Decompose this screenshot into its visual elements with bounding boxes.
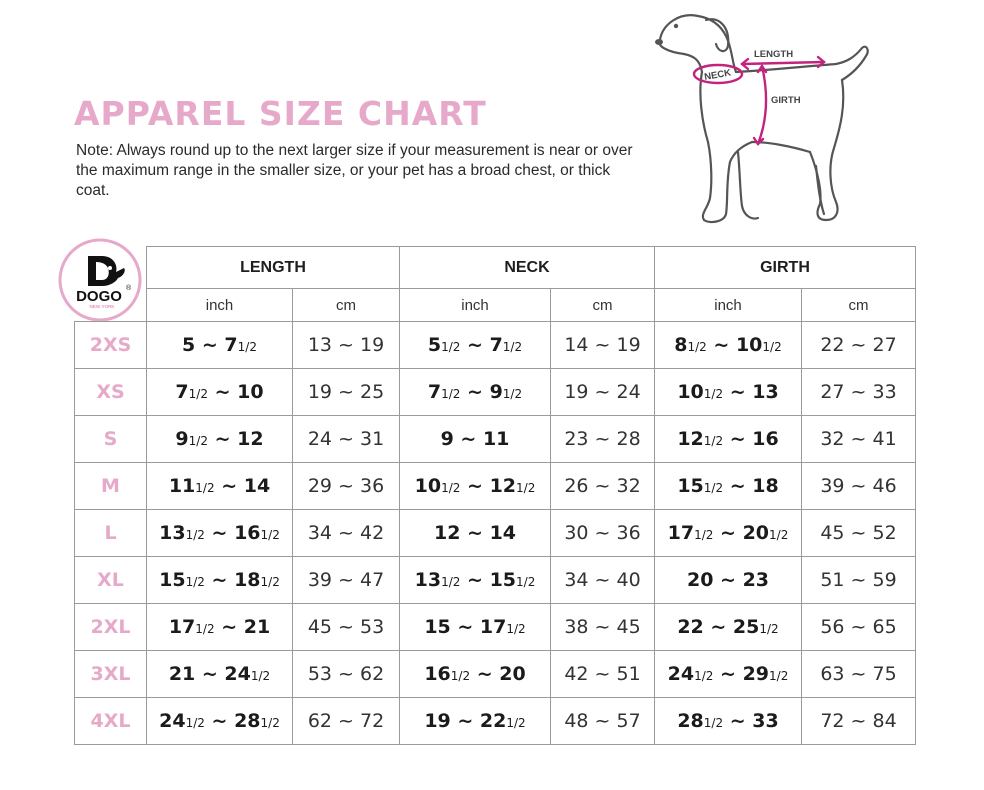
cm-range-cell: 39 ~ 46 [802,463,916,510]
half-fraction: 1/2 [260,528,280,542]
cm-range-cell: 22 ~ 27 [802,322,916,369]
table-row [75,463,916,510]
half-fraction: 1/2 [188,387,208,401]
size-label: 2XL [75,604,147,651]
inch-range-cell: 241/2 ~ 281/2 [147,698,293,745]
inch-range-cell: 51/2 ~ 71/2 [400,322,551,369]
cm-range-cell: 45 ~ 53 [293,604,400,651]
table-row [75,510,916,557]
inch-range-cell: 281/2 ~ 33 [655,698,802,745]
unit-header-row [75,289,916,322]
half-fraction: 1/2 [502,387,523,401]
inch-range-cell: 20 ~ 23 [655,557,802,604]
half-fraction: 1/2 [506,716,526,730]
group-header-girth: GIRTH [655,247,916,289]
half-fraction: 1/2 [237,340,257,354]
size-label: 3XL [75,651,147,698]
inch-range-cell: 101/2 ~ 13 [655,369,802,416]
neck-label: NECK [703,67,732,83]
size-note: Note: Always round up to the next larger size if your measurement is near or over the maximum range in the smaller size, or your pet has a broad chest, or thick coat. [76,142,633,199]
cm-range-cell: 19 ~ 25 [293,369,400,416]
half-fraction: 1/2 [516,575,536,589]
cm-range-cell: 62 ~ 72 [293,698,400,745]
half-fraction: 1/2 [250,669,271,683]
cm-range-cell: 38 ~ 45 [551,604,655,651]
half-fraction: 1/2 [185,575,205,589]
dog-silhouette-icon [640,2,885,232]
size-label: L [75,510,147,557]
inch-range-cell: 131/2 ~ 151/2 [400,557,551,604]
inch-range-cell: 121/2 ~ 16 [655,416,802,463]
cm-range-cell: 30 ~ 36 [551,510,655,557]
inch-range-cell: 71/2 ~ 10 [147,369,293,416]
unit-header: inch [147,289,293,322]
cm-range-cell: 42 ~ 51 [551,651,655,698]
unit-header: cm [293,289,400,322]
half-fraction: 1/2 [516,481,536,495]
half-fraction: 1/2 [441,481,461,495]
cm-range-cell: 34 ~ 40 [551,557,655,604]
cm-range-cell: 45 ~ 52 [802,510,916,557]
half-fraction: 1/2 [195,622,215,636]
size-rows [75,322,916,745]
inch-range-cell: 101/2 ~ 121/2 [400,463,551,510]
size-label: XL [75,557,147,604]
cm-range-cell: 51 ~ 59 [802,557,916,604]
half-fraction: 1/2 [703,481,724,495]
cm-range-cell: 23 ~ 28 [551,416,655,463]
half-fraction: 1/2 [260,716,280,730]
inch-range-cell: 12 ~ 14 [400,510,551,557]
cm-range-cell: 56 ~ 65 [802,604,916,651]
cm-range-cell: 24 ~ 31 [293,416,400,463]
cm-range-cell: 72 ~ 84 [802,698,916,745]
cm-range-cell: 13 ~ 19 [293,322,400,369]
corner-cell [75,289,147,322]
cm-range-cell: 19 ~ 24 [551,369,655,416]
half-fraction: 1/2 [703,434,724,448]
half-fraction: 1/2 [502,340,523,354]
table-row [75,604,916,651]
half-fraction: 1/2 [769,669,789,683]
size-label: 4XL [75,698,147,745]
cm-range-cell: 48 ~ 57 [551,698,655,745]
logo-registered-mark: ® [126,285,132,292]
half-fraction: 1/2 [703,387,724,401]
inch-range-cell: 171/2 ~ 21 [147,604,293,651]
table-row [75,651,916,698]
half-fraction: 1/2 [185,528,205,542]
half-fraction: 1/2 [195,481,215,495]
table-row [75,369,916,416]
unit-header: inch [400,289,551,322]
half-fraction: 1/2 [769,528,789,542]
half-fraction: 1/2 [188,434,208,448]
half-fraction: 1/2 [694,528,714,542]
inch-range-cell: 19 ~ 221/2 [400,698,551,745]
half-fraction: 1/2 [441,340,461,354]
unit-header: inch [655,289,802,322]
cm-range-cell: 63 ~ 75 [802,651,916,698]
unit-header: cm [551,289,655,322]
dog-measurement-diagram [640,2,885,232]
inch-range-cell: 131/2 ~ 161/2 [147,510,293,557]
half-fraction: 1/2 [694,669,714,683]
size-label: M [75,463,147,510]
cm-range-cell: 53 ~ 62 [293,651,400,698]
unit-header: cm [802,289,916,322]
half-fraction: 1/2 [260,575,280,589]
half-fraction: 1/2 [762,340,782,354]
table-row [75,416,916,463]
page-title: APPAREL SIZE CHART [74,94,487,133]
inch-range-cell: 151/2 ~ 181/2 [147,557,293,604]
length-label: LENGTH [754,49,794,60]
half-fraction: 1/2 [441,575,461,589]
inch-range-cell: 9 ~ 11 [400,416,551,463]
half-fraction: 1/2 [441,387,461,401]
inch-range-cell: 81/2 ~ 101/2 [655,322,802,369]
logo-sub: NEW YORK [89,304,115,309]
cm-range-cell: 39 ~ 47 [293,557,400,604]
group-header-length: LENGTH [147,247,400,289]
inch-range-cell: 171/2 ~ 201/2 [655,510,802,557]
inch-range-cell: 15 ~ 171/2 [400,604,551,651]
inch-range-cell: 151/2 ~ 18 [655,463,802,510]
half-fraction: 1/2 [687,340,707,354]
half-fraction: 1/2 [506,622,526,636]
cm-range-cell: 27 ~ 33 [802,369,916,416]
size-label: 2XS [75,322,147,369]
girth-label: GIRTH [771,95,801,106]
inch-range-cell: 71/2 ~ 91/2 [400,369,551,416]
size-label: XS [75,369,147,416]
size-label: S [75,416,147,463]
half-fraction: 1/2 [759,622,779,636]
table-row [75,322,916,369]
inch-range-cell: 111/2 ~ 14 [147,463,293,510]
inch-range-cell: 21 ~ 241/2 [147,651,293,698]
cm-range-cell: 26 ~ 32 [551,463,655,510]
group-header-neck: NECK [400,247,655,289]
cm-range-cell: 34 ~ 42 [293,510,400,557]
inch-range-cell: 241/2 ~ 291/2 [655,651,802,698]
table-row [75,557,916,604]
corner-cell [75,247,147,289]
inch-range-cell: 5 ~ 71/2 [147,322,293,369]
table-row [75,698,916,745]
cm-range-cell: 29 ~ 36 [293,463,400,510]
group-header-row [75,247,916,289]
cm-range-cell: 32 ~ 41 [802,416,916,463]
half-fraction: 1/2 [450,669,471,683]
half-fraction: 1/2 [703,716,724,730]
inch-range-cell: 91/2 ~ 12 [147,416,293,463]
half-fraction: 1/2 [185,716,205,730]
inch-range-cell: 161/2 ~ 20 [400,651,551,698]
cm-range-cell: 14 ~ 19 [551,322,655,369]
logo-brand: DOGO [76,288,122,305]
size-chart-table [74,246,916,745]
inch-range-cell: 22 ~ 251/2 [655,604,802,651]
